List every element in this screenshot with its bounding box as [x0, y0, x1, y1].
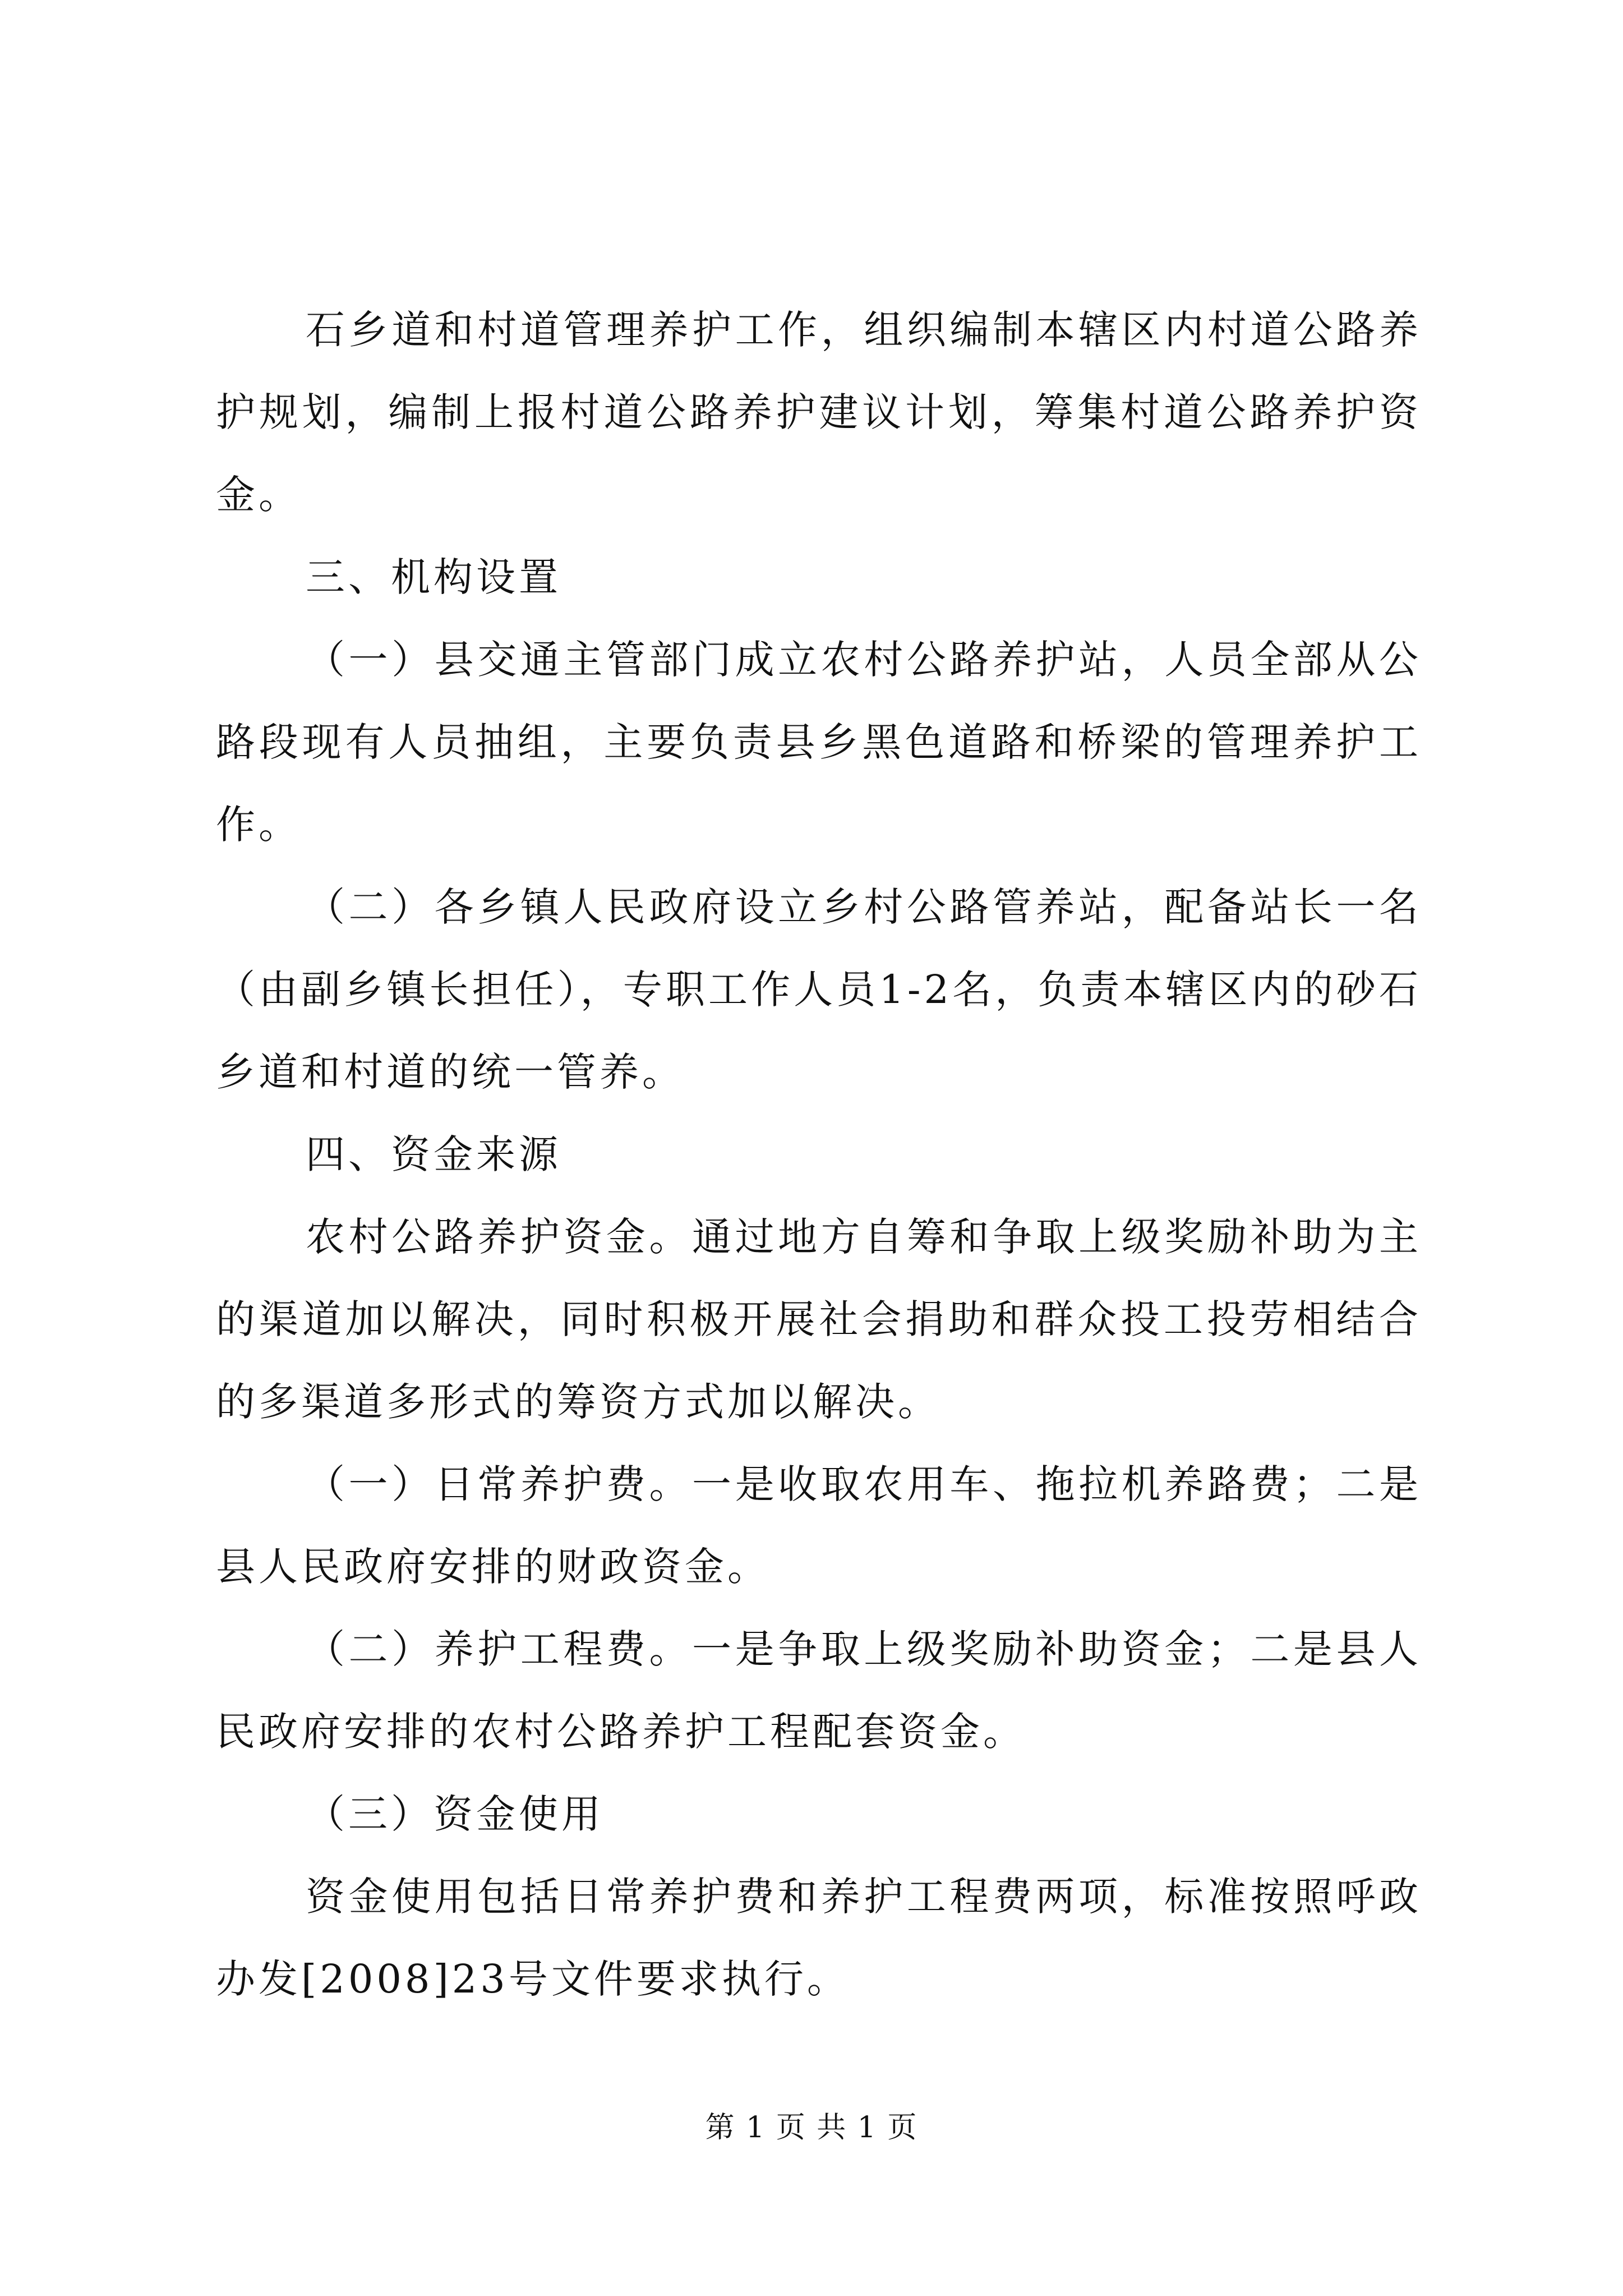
document-body	[216, 289, 1422, 2021]
section-heading-organization: 三、机构设置	[306, 554, 561, 600]
page-number: 第 1 页 共 1 页	[705, 2111, 918, 2145]
paragraph-funding-engineering: （二）养护工程费。一是争取上级奖励补助资金；二是县人民政府安排的农村公路养护工程配套资金。	[216, 1626, 1422, 1755]
paragraph-funding-intro: 农村公路养护资金。通过地方自筹和争取上级奖励补助为主的渠道加以解决，同时积极开展社会捐助和群众投工投劳相结合的多渠道多形式的筹资方式加以解决。	[216, 1214, 1422, 1425]
paragraph-continuation: 石乡道和村道管理养护工作，组织编制本辖区内村道公路养护规划，编制上报村道公路养护建议计划，筹集村道公路养护资金。	[216, 307, 1422, 518]
paragraph-organization-2: （二）各乡镇人民政府设立乡村公路管养站，配备站长一名（由副乡镇长担任），专职工作人员1-2名，负责本辖区内的砂石乡道和村道的统一管养。	[216, 884, 1422, 1095]
paragraph-funding-usage: 资金使用包括日常养护费和养护工程费两项，标准按照呼政办发[2008]23号文件要求执行。	[216, 1874, 1422, 2002]
paragraph-organization-1: （一）县交通主管部门成立农村公路养护站，人员全部从公路段现有人员抽组，主要负责县乡黑色道路和桥梁的管理养护工作。	[216, 637, 1422, 848]
section-heading-funding: 四、资金来源	[306, 1131, 561, 1177]
subheading-funding-usage: （三）资金使用	[306, 1791, 604, 1837]
paragraph-funding-daily: （一）日常养护费。一是收取农用车、拖拉机养路费；二是县人民政府安排的财政资金。	[216, 1461, 1422, 1590]
